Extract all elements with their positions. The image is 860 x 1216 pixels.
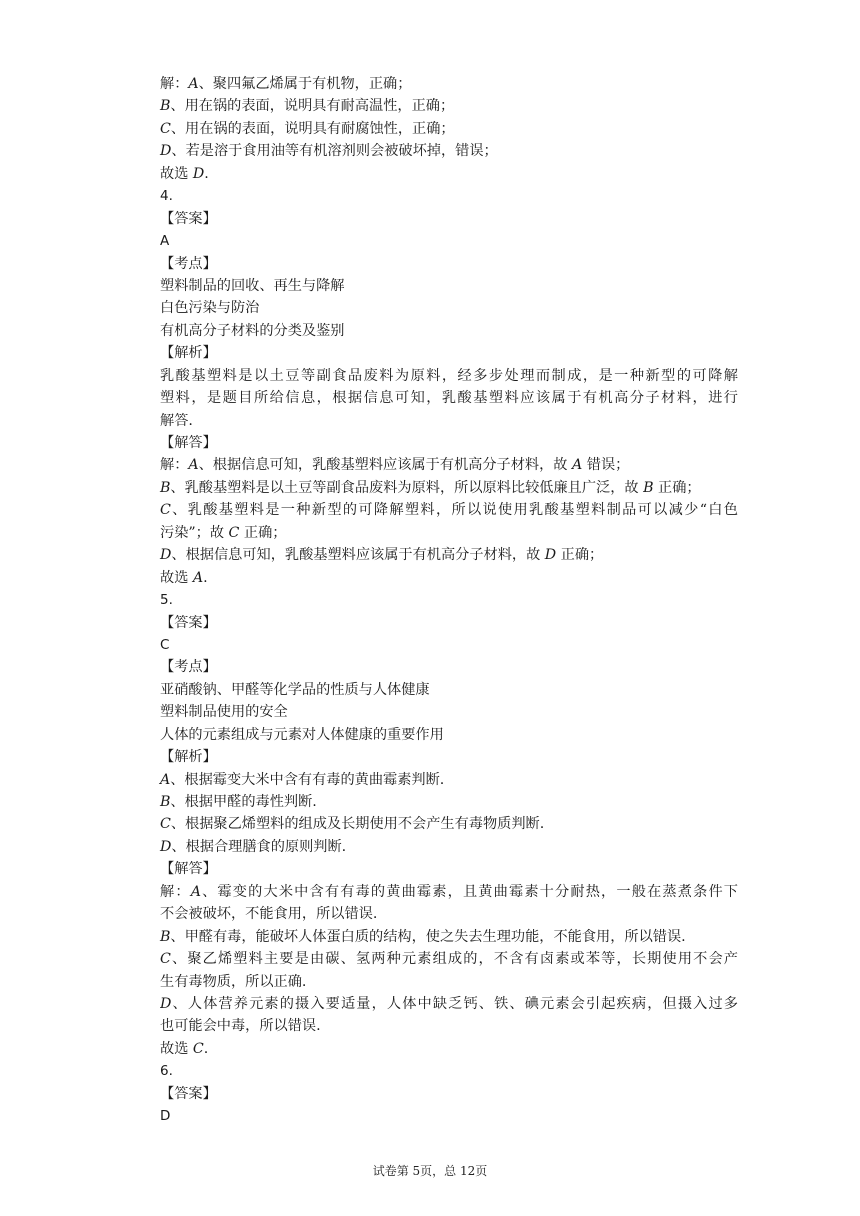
text-line: 解答. — [160, 412, 193, 429]
text-line: 塑料，是题目所给信息，根据信息可知，乳酸基塑料应该属于有机高分子材料，进行 — [160, 390, 738, 407]
text-line: 𝐵、甲醛有毒，能破坏人体蛋白质的结构，使之失去生理功能，不能食用，所以错误. — [160, 928, 686, 945]
text-line: 解：𝐴、聚四氟乙烯属于有机物，正确； — [160, 76, 412, 92]
text-line: 乳酸基塑料是以土豆等副食品废料为原料，经多步处理而制成，是一种新型的可降解 — [160, 367, 738, 384]
answer-value: D — [160, 1108, 171, 1125]
text-line: 污染”；故 𝐶 正确； — [160, 524, 287, 541]
section-heading: 【答案】 — [160, 1085, 217, 1102]
text-line: 𝐶、乳酸基塑料是一种新型的可降解塑料，所以说使用乳酸基塑料制品可以减少“白色 — [160, 502, 738, 519]
section-heading: 【考点】 — [160, 255, 217, 272]
section-heading: 【考点】 — [160, 659, 217, 676]
text-line: 𝐷、根据信息可知，乳酸基塑料应该属于有机高分子材料，故 𝐷 正确； — [160, 547, 604, 564]
text-line: 解：𝐴、根据信息可知，乳酸基塑料应该属于有机高分子材料，故 𝐴 错误； — [160, 457, 630, 474]
section-heading: 【答案】 — [160, 210, 217, 227]
text-line: 𝐵、根据甲醛的毒性判断. — [160, 794, 317, 810]
answer-value: A — [160, 233, 170, 250]
text-line: 塑料制品使用的安全 — [160, 704, 288, 721]
text-line: 亚硝酸钠、甲醛等化学品的性质与人体健康 — [160, 681, 430, 698]
answer-value: C — [160, 636, 170, 653]
text-line: 𝐶、根据聚乙烯塑料的组成及长期使用不会产生有毒物质判断. — [160, 816, 545, 833]
text-line: 故选 𝐶. — [160, 1040, 209, 1057]
page-footer: 试卷第 5页，总 12页 — [372, 1164, 488, 1178]
text-line: 故选 𝐷. — [160, 165, 209, 182]
question-number: 4. — [160, 188, 173, 205]
text-line: 𝐴、根据霉变大米中含有有毒的黄曲霉素判断. — [160, 771, 445, 788]
section-heading: 【解析】 — [160, 749, 217, 766]
section-heading: 【解析】 — [160, 345, 217, 362]
section-heading: 【解答】 — [160, 435, 217, 451]
text-line: 𝐷、若是溶于食用油等有机溶剂则会被破坏掉，错误； — [160, 143, 498, 160]
text-line: 𝐶、聚乙烯塑料主要是由碳、氢两种元素组成的，不含有卤素或苯等，长期使用不会产 — [160, 951, 738, 968]
text-line: 生有毒物质，所以正确. — [160, 973, 307, 990]
section-heading: 【答案】 — [160, 614, 217, 631]
text-line: 𝐵、乳酸基塑料是以土豆等副食品废料为原料，所以原料比较低廉且广泛，故 𝐵 正确； — [160, 479, 701, 496]
text-line: 有机高分子材料的分类及鉴别 — [160, 322, 345, 339]
text-line: 塑料制品的回收、再生与降解 — [160, 277, 345, 294]
text-line: 故选 𝐴. — [160, 569, 208, 586]
text-line: 𝐷、人体营养元素的摄入要适量，人体中缺乏钙、铁、碘元素会引起疾病，但摄入过多 — [160, 995, 738, 1012]
text-line: 𝐷、根据合理膳食的原则判断. — [160, 838, 347, 855]
text-line: 𝐶、用在锅的表面，说明具有耐腐蚀性，正确； — [160, 120, 455, 137]
section-heading: 【解答】 — [160, 861, 217, 878]
text-line: 人体的元素组成与元素对人体健康的重要作用 — [160, 726, 444, 743]
text-line: 𝐵、用在锅的表面，说明具有耐高温性，正确； — [160, 98, 455, 115]
question-number: 6. — [160, 1063, 173, 1080]
text-line: 解：𝐴、霉变的大米中含有有毒的黄曲霉素，且黄曲霉素十分耐热，一般在蒸煮条件下 — [160, 883, 738, 900]
text-line: 也可能会中毒，所以错误. — [160, 1018, 321, 1035]
text-line: 不会被破坏，不能食用，所以错误. — [160, 906, 378, 923]
question-number: 5. — [160, 592, 173, 609]
answer-content — [160, 73, 738, 1128]
text-line: 白色污染与防治 — [160, 300, 260, 317]
